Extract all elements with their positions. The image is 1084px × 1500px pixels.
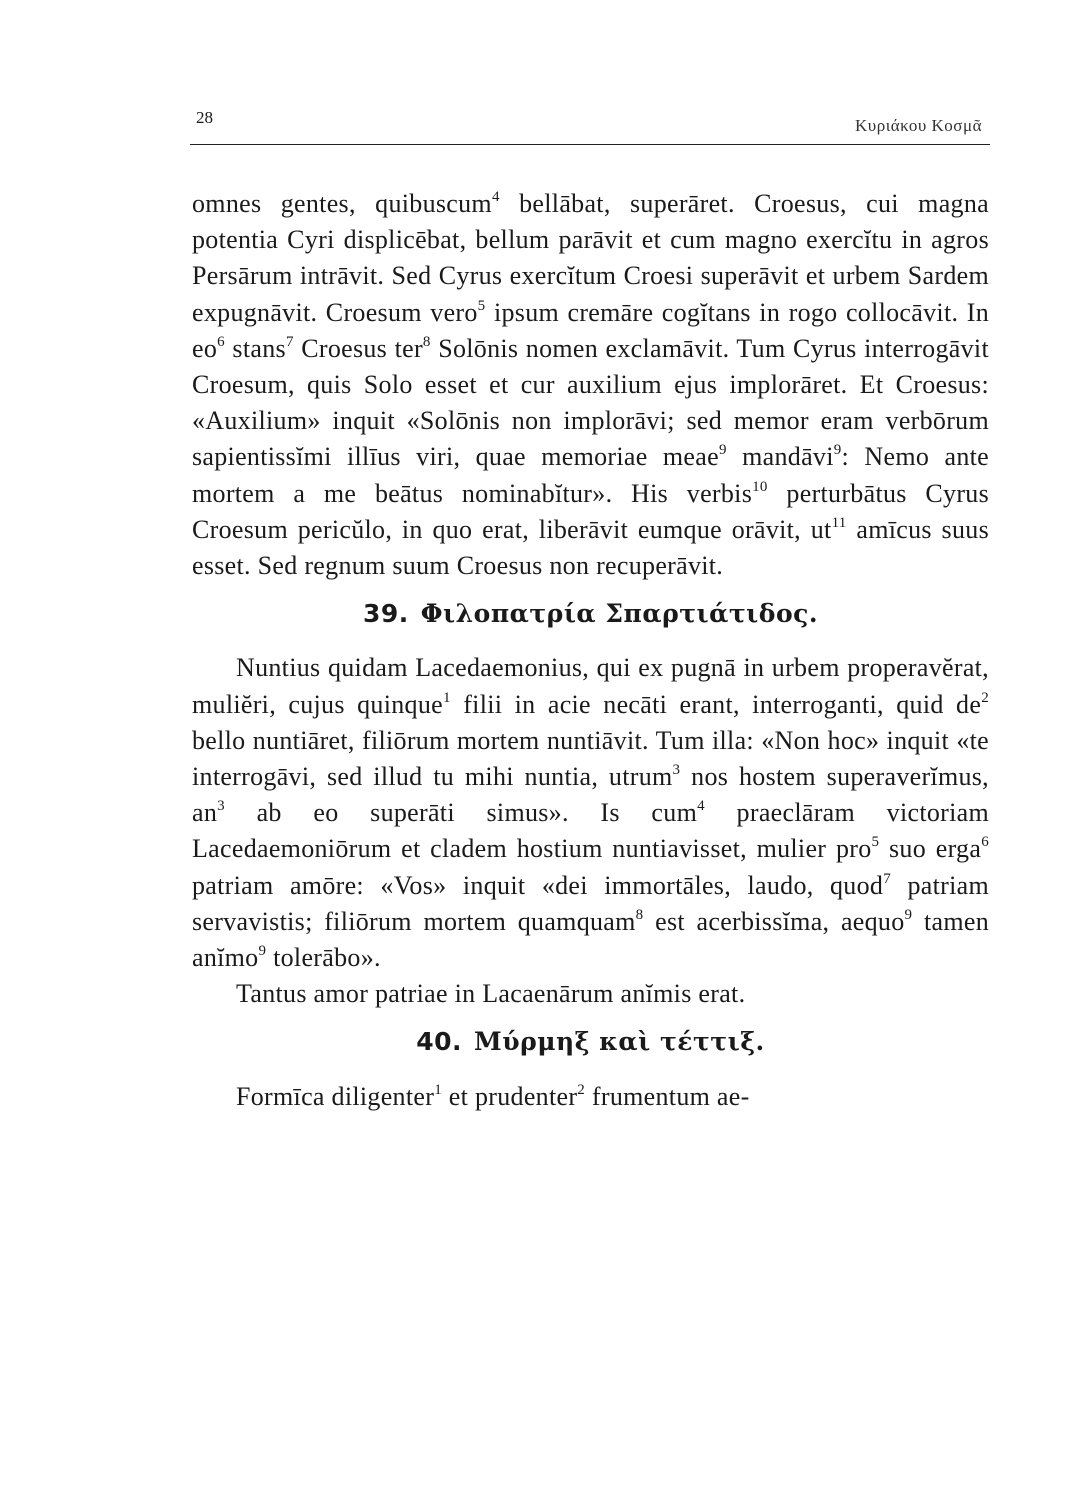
section-number: 39.: [362, 599, 409, 629]
section-title: Μύρμηξ καὶ τέττιξ.: [474, 1027, 765, 1057]
footnote-ref: 7: [285, 333, 294, 350]
paragraph-spartan-mother: Nuntius quidam Lacedaemonius, qui ex pugnā in urbem properavĕrat, muliĕri, cujus quinque$^1$ filii in acie necāti erant, interroganti, quid $de^2$ bello nuntiāret, filiōrum mortem nuntiāvit. Tum illa: «Non hoc» inquit «te interrogāvi, sed illud tu mihi nuntia, utrum$^3$ nos hostem superaverĭmus, $an^3$ ab eo superāti simus». Is cum$^4$ praeclāram victoriam Lacedaemoniōrum et cladem hostium nuntiavisset, mulier pro$^5$ suo erga$^6$ patriam amōre: «Vos» inquit «dei immortāles, laudo, quod$^7$ patriam servavistis; filiōrum mortem quamquam$^8$ est acerbissĭma, aequo$^9$ tamen anĭmo$^9$ tolerābo».: [192, 653, 990, 973]
footnote-ref: 9: [833, 442, 842, 459]
footnote-ref: 3: [672, 762, 681, 779]
footnote-ref: 9: [258, 943, 267, 960]
section-title: Φιλοπατρία Σπαρτιάτιδος.: [420, 599, 819, 629]
footnote-ref: 3: [217, 798, 225, 815]
paragraph-ant: Formīca diligenter$^1$ et prudenter$^2$ frumentum ae-: [236, 1081, 750, 1111]
footnote-ref: 6: [981, 834, 990, 851]
footnote-ref: 8: [422, 333, 431, 350]
footnote-ref: 2: [981, 689, 989, 706]
page-number: 28: [196, 108, 213, 127]
footnote-ref: 5: [477, 297, 486, 314]
paragraph-moral: Tantus amor patriae in Lacaenārum anĭmis erat.: [236, 979, 746, 1009]
footnote-ref: 10: [752, 478, 768, 495]
footnote-ref: 1: [434, 1081, 442, 1098]
running-title: Κυριάκου Κοσμᾶ: [855, 116, 982, 135]
footnote-ref: 8: [635, 906, 644, 923]
footnote-ref: 9: [904, 906, 913, 923]
footnote-ref: 1: [443, 689, 451, 706]
footnote-ref: 2: [577, 1081, 586, 1098]
section-heading-39: [192, 596, 989, 632]
body-text: [192, 186, 989, 1115]
paragraph-croesus: omnes gentes, quibuscum$^4$ bellābat, superāret. Croesus, cui magna potentia Cyri displicēbat, bellum parāvit et cum magno exercĭtu in agros Persārum intrāvit. Sed Cyrus exercĭtum Croesi superāvit et urbem Sardem expugnāvit. Croesum vero$^5$ ipsum cremāre cogĭtans in rogo collocāvit. In $eo^6$ stans$^7$ Croesus ter$^8$ Solōnis nomen exclamāvit. Tum Cyrus interrogāvit Croesum, quis Solo esset et cur auxilium ejus implorāret. Et Croesus: «Auxilium» inquit «Solōnis non implorāvi; sed memor eram verbōrum sapientissĭmi illīus viri, quae memoriae meae$^9$ mandāvi$^9$: Nemo ante mortem a me beātus nominabĭtur». His verbis$^{10}$ perturbātus Cyrus Croesum pericŭlo, in quo erat, liberāvit eumque orāvit, $ut^{11}$ amīcus suus esset. Sed regnum suum Croesus non recuperāvit.: [192, 189, 990, 581]
section-number: 40.: [416, 1027, 463, 1057]
footnote-ref: 4: [491, 189, 500, 205]
footnote-ref: 7: [883, 870, 892, 887]
footnote-ref: 11: [831, 514, 847, 531]
footnote-ref: 4: [697, 798, 705, 815]
footnote-ref: 9: [718, 442, 727, 459]
running-head: [190, 104, 990, 145]
footnote-ref: 6: [217, 333, 225, 350]
section-heading-40: [192, 1024, 989, 1060]
footnote-ref: 5: [871, 834, 880, 851]
